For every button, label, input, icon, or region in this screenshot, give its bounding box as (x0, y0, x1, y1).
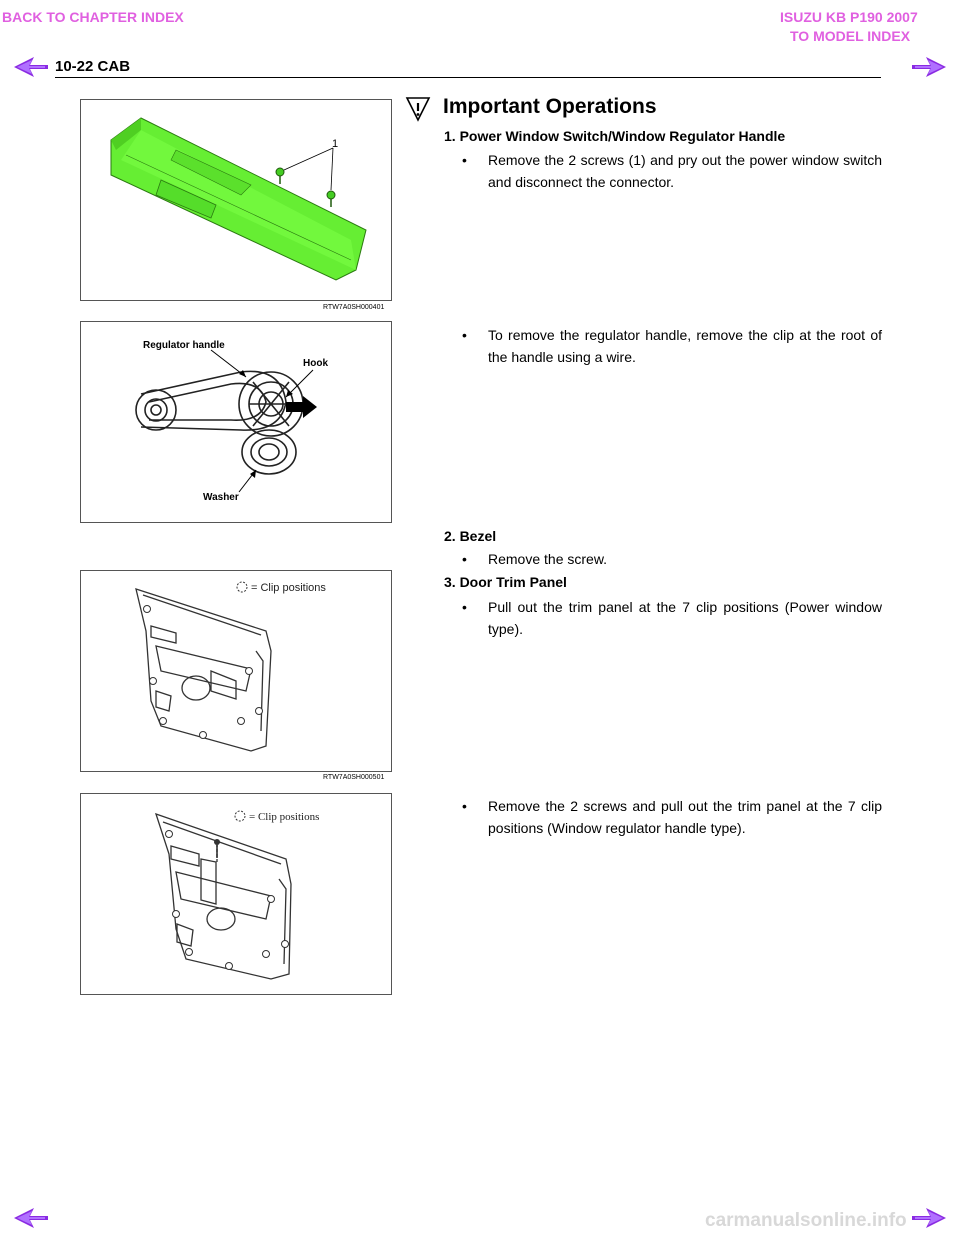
header-rule (55, 77, 881, 78)
bullet-text: To remove the regulator handle, remove the clip at the root of the handle using a wire. (488, 327, 882, 365)
next-page-arrow-icon[interactable] (912, 1208, 946, 1228)
figure-regulator-handle (80, 321, 392, 523)
bullet-dot-icon: • (462, 152, 467, 168)
bullet-dot-icon: • (462, 551, 467, 567)
model-title-link[interactable]: ISUZU KB P190 2007 (780, 9, 918, 25)
bullet-item (462, 795, 882, 839)
label-hook: Hook (303, 358, 328, 369)
bullet-text: Remove the 2 screws (1) and pry out the power window switch and disconnect the connector. (488, 152, 882, 190)
figure-power-window-switch (80, 99, 392, 301)
previous-page-arrow-icon[interactable] (14, 1208, 48, 1228)
bullet-text: Remove the screw. (488, 551, 608, 567)
regulator-handle-illustration (81, 322, 391, 522)
clip-positions-legend: = Clip positions (251, 582, 326, 594)
door-trim-power-window-illustration (81, 571, 391, 771)
bullet-dot-icon: • (462, 599, 467, 615)
previous-page-arrow-icon[interactable] (14, 57, 48, 77)
back-to-chapter-index-link[interactable]: BACK TO CHAPTER INDEX (2, 9, 184, 25)
watermark: carmanualsonline.info (705, 1210, 907, 1231)
figure-door-trim-regulator-handle (80, 793, 392, 995)
clip-position-icon (235, 811, 245, 821)
caution-triangle-icon (405, 96, 431, 127)
item-heading-door-trim-panel: 3. Door Trim Panel (444, 574, 567, 590)
figure-code: RTW7A0SH000501 (323, 774, 385, 781)
label-washer: Washer (203, 492, 239, 503)
item-heading-bezel: 2. Bezel (444, 528, 497, 544)
bullet-item (462, 149, 882, 193)
figure-code: RTW7A0SH000401 (323, 304, 385, 311)
callout-number: 1 (332, 138, 339, 150)
figure-door-trim-power-window (80, 570, 392, 772)
bullet-dot-icon: • (462, 798, 467, 814)
power-window-switch-illustration (81, 100, 391, 300)
bullet-item (462, 548, 882, 570)
label-regulator-handle: Regulator handle (143, 340, 225, 351)
clip-positions-legend: = Clip positions (249, 811, 320, 823)
bullet-item (462, 596, 882, 640)
next-page-arrow-icon[interactable] (912, 57, 946, 77)
page-title: 10-22 CAB (55, 58, 131, 75)
bullet-item (462, 324, 882, 368)
section-title: Important Operations (443, 95, 657, 118)
to-model-index-link[interactable]: TO MODEL INDEX (790, 28, 911, 44)
bullet-text: Remove the 2 screws and pull out the trim panel at the 7 clip positions (Window regulator handle type). (488, 798, 882, 836)
clip-position-icon (237, 582, 247, 592)
door-trim-regulator-handle-illustration (81, 794, 391, 994)
item-heading-power-window-switch: 1. Power Window Switch/Window Regulator Handle (444, 128, 786, 144)
bullet-text: Pull out the trim panel at the 7 clip positions (Power window type). (488, 599, 882, 637)
bullet-dot-icon: • (462, 327, 467, 343)
